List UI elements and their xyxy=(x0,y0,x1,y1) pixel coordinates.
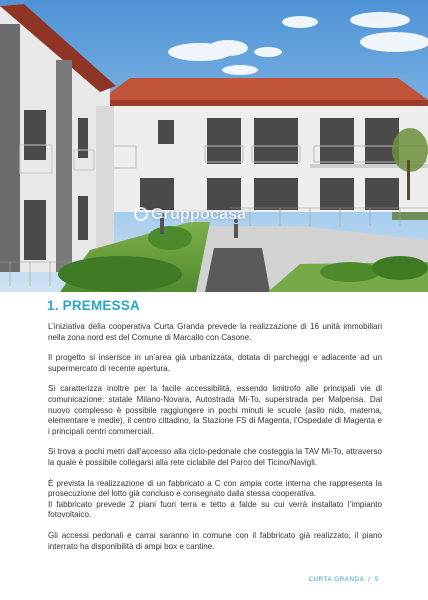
paragraph: Si caratterizza inoltre per la facile accessibilità, essendo limitrofo alle principali vie di comunicazione: statale Milano-Novara, Autostrada Mi-To, superstrada per Malpensa. Dal nuovo complesso è possibile raggiungere in pochi minuti le scuole (asilo nido, materna, elementare e medie), il centro cittadino, la Stazione FS di Magenta, l’Ospedale di Magenta e i principali centri commerciali. xyxy=(48,384,382,436)
paragraph: Il fabbricato prevede 2 piani fuori terra e tetto a falde su cui verrà installato l’impianto fotovoltaico. xyxy=(48,499,382,520)
footer-brand: CURTA GRANDA xyxy=(308,576,364,583)
paragraph: Gli accessi pedonali e carrai saranno in comune con il fabbricato già realizzato, il piano interrato ha disponibilità di ampi box e cantine. xyxy=(48,530,382,551)
roof xyxy=(100,78,428,100)
section-title: 1. PREMESSA xyxy=(47,298,140,313)
page-footer xyxy=(309,576,379,583)
gruppocasa-logo-icon xyxy=(134,207,148,221)
paragraph: È prevista la realizzazione di un fabbricato a C con ampia corte interna che rappresenta la prosecuzione del lotto già concluso e consegnato dalla stessa cooperativa. xyxy=(48,478,382,499)
hero-rendering xyxy=(0,0,428,292)
watermark-logo xyxy=(134,206,246,224)
footer-separator: / xyxy=(368,576,371,583)
watermark-text: Gruppocasa xyxy=(151,206,247,223)
building-illustration xyxy=(0,0,428,292)
paragraph: Si trova a pochi metri dall’accesso alla ciclo-pedonale che costeggia la TAV Mi-To, attraverso la quale è possibile collegarsi alla rete ciclabile del Parco del Ticino/Navigli. xyxy=(48,447,382,467)
paragraph: Il progetto si inserisce in un’area già urbanizzata, dotata di parcheggi e adiacente ad un supermercato di recente apertura. xyxy=(48,353,382,373)
body-text xyxy=(48,322,382,562)
page-number: 5 xyxy=(374,576,379,583)
paragraph: L’iniziativa della cooperativa Curta Granda prevede la realizzazione di 16 unità immobiliari nella zona nord est del Comune di Marcallo con Casone. xyxy=(48,322,382,342)
